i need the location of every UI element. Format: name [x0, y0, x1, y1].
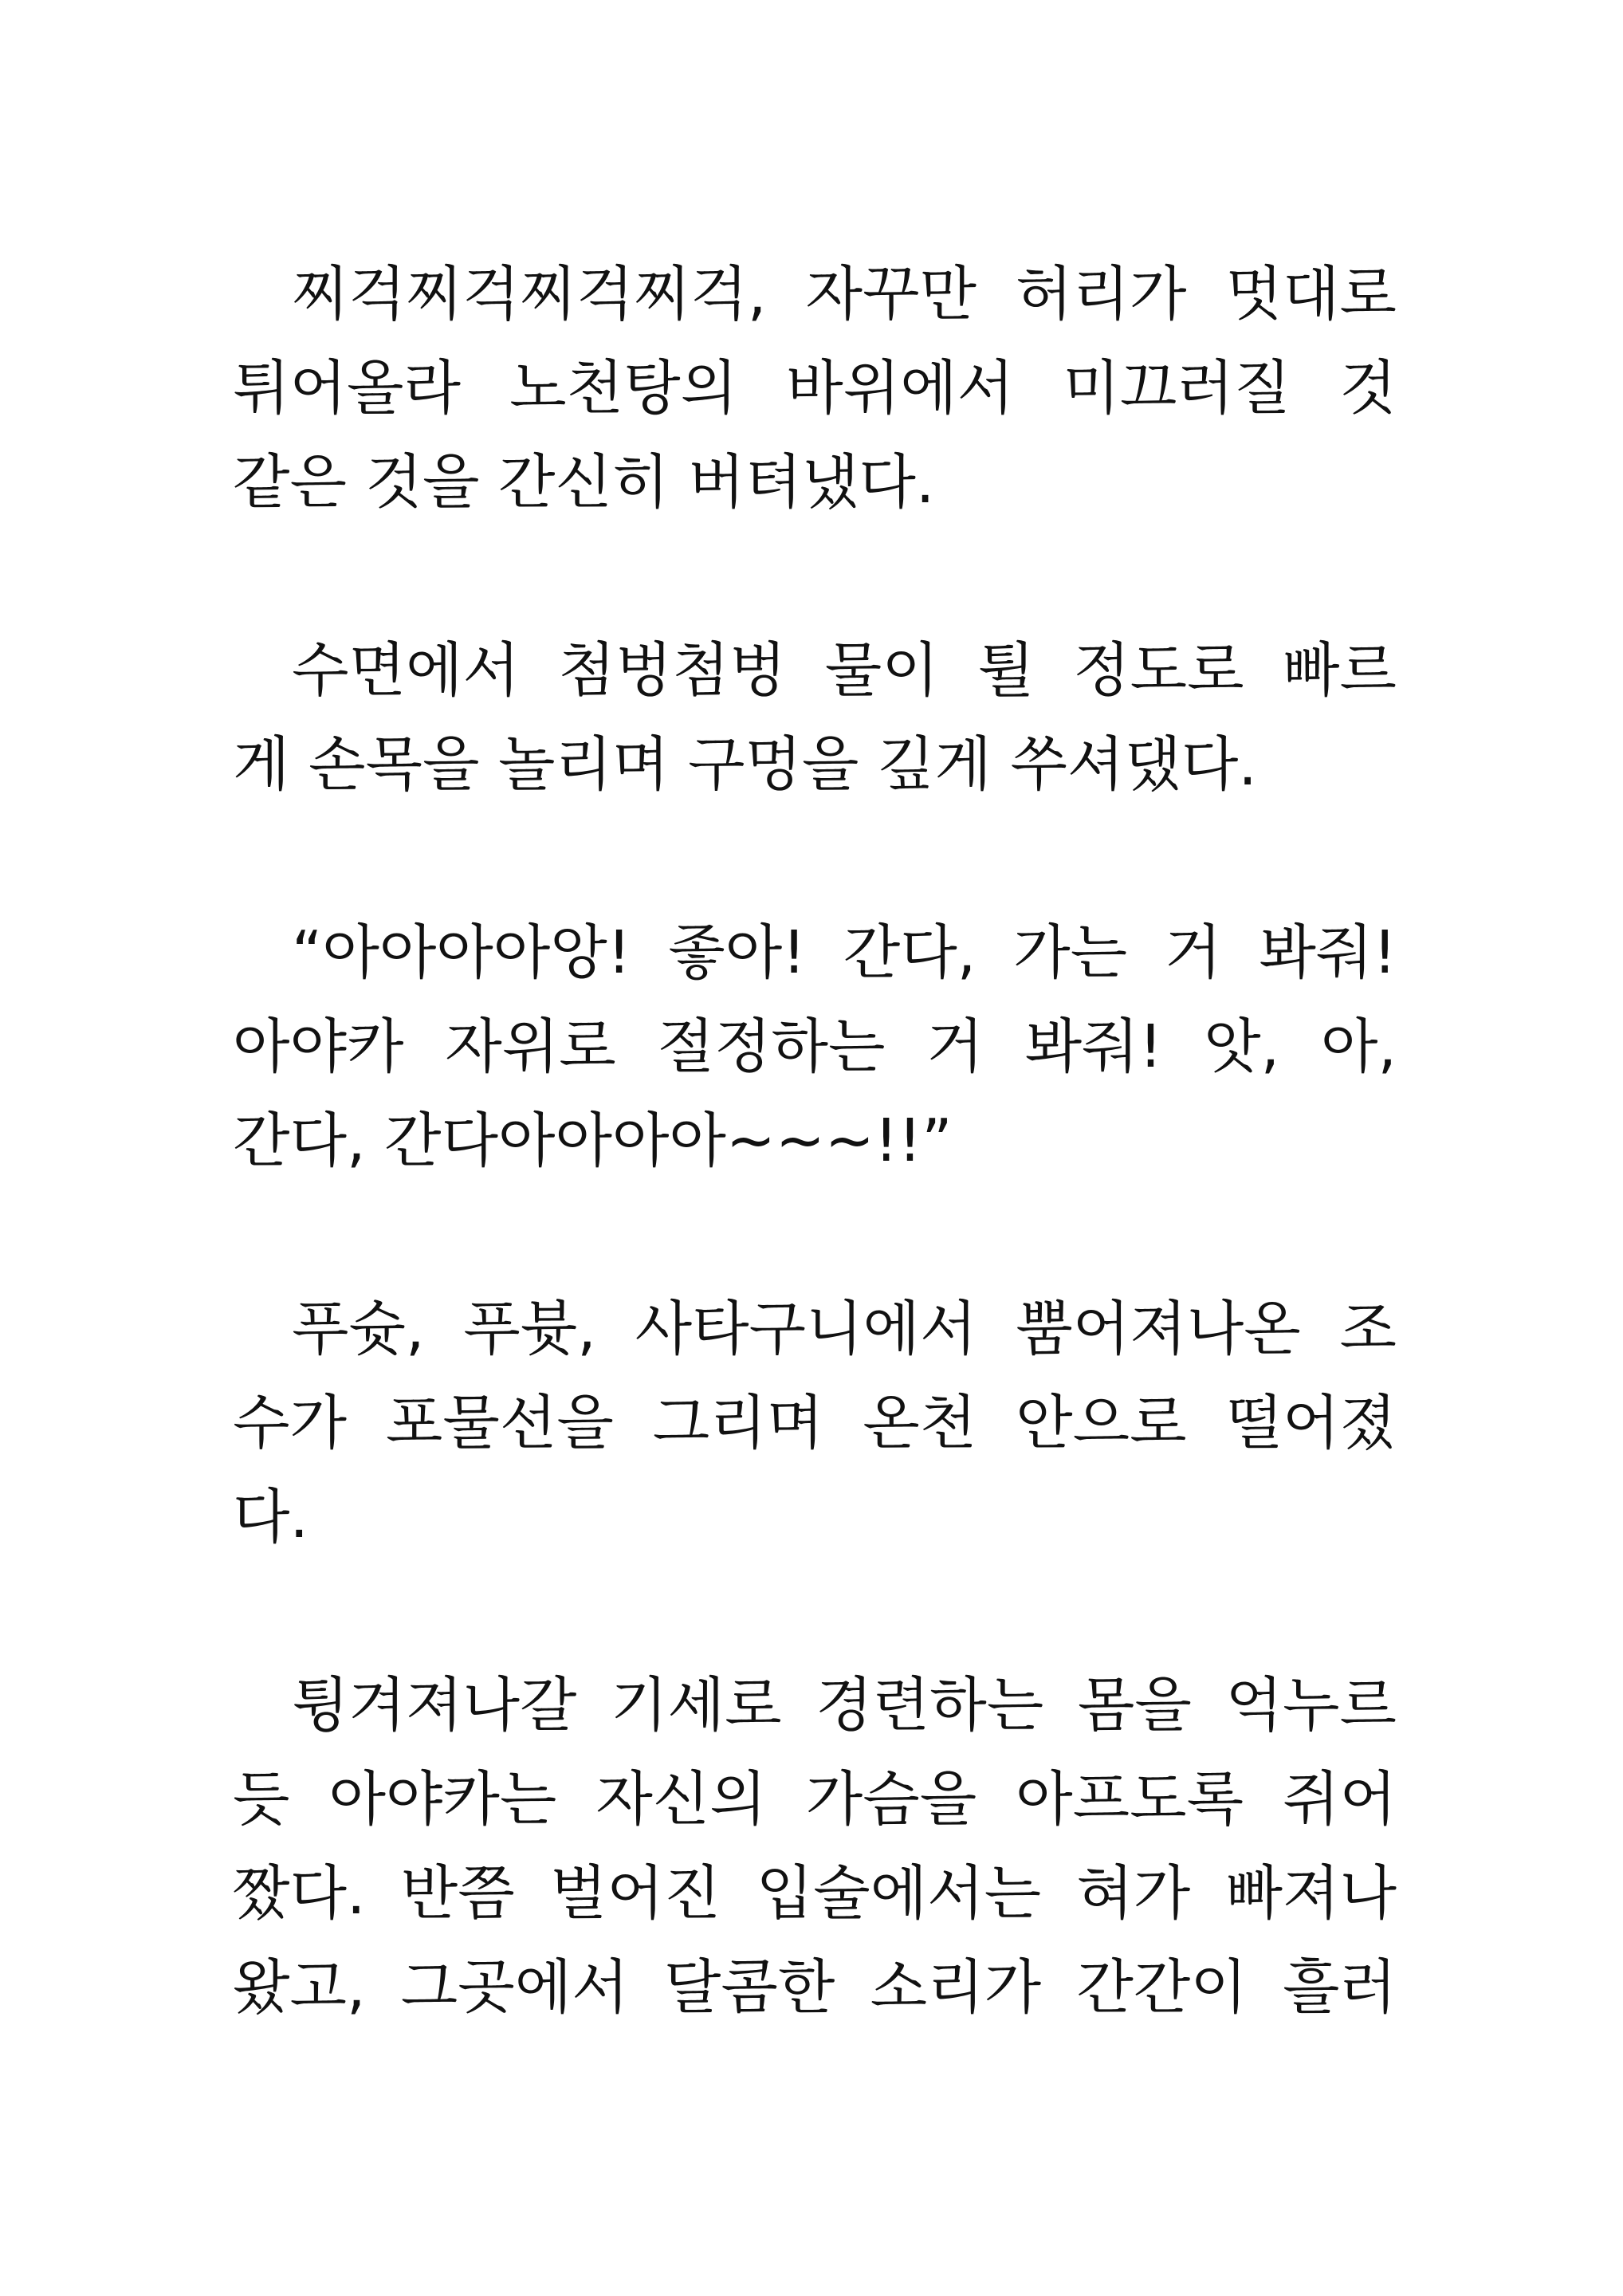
text-line: 왔고, 그곳에서 달콤한 소리가 간간이 흘러 — [233, 1953, 1397, 2022]
text-line: 튕겨져나갈 기세로 경련하는 몸을 억누르 — [292, 1671, 1397, 1740]
body-text — [233, 247, 1397, 2035]
text-line: 아야카 자위로 절정하는 거 봐줘! 앗, 아, — [233, 1012, 1397, 1081]
text-line: 짰다. 반쯤 벌어진 입술에서는 혀가 빠져나 — [233, 1859, 1397, 1928]
text-line: 수가 포물선을 그리며 온천 안으로 떨어졌 — [233, 1389, 1397, 1457]
text-line: 게 손목을 놀리며 구멍을 깊게 쑤셔댔다. — [233, 730, 1257, 799]
text-line: 듯 아야카는 자신의 가슴을 아프도록 쥐어 — [233, 1765, 1397, 1834]
text-line: 튀어올라 노천탕의 바위에서 미끄러질 것 — [233, 354, 1397, 423]
text-line: 같은 것을 간신히 버텨냈다. — [233, 448, 935, 517]
paragraph-5 — [233, 1658, 1397, 2035]
paragraph-3 — [233, 906, 1397, 1188]
paragraph-4 — [233, 1282, 1397, 1564]
text-line: 간다, 간다아아아아~~~!!” — [233, 1107, 953, 1175]
text-line: 수면에서 첨벙첨벙 물이 튈 정도로 빠르 — [292, 636, 1397, 705]
text-line: 다. — [233, 1483, 309, 1551]
text-line: 푸슛, 푸븃, 사타구니에서 뿜어져나온 조 — [292, 1295, 1397, 1363]
paragraph-1 — [233, 247, 1397, 529]
text-line: 찌걱찌걱찌걱찌걱, 자꾸만 허리가 멋대로 — [292, 260, 1397, 328]
text-line: “아아아아앙! 좋아! 간다, 가는 거 봐줘! — [292, 918, 1397, 987]
paragraph-2 — [233, 623, 1397, 812]
